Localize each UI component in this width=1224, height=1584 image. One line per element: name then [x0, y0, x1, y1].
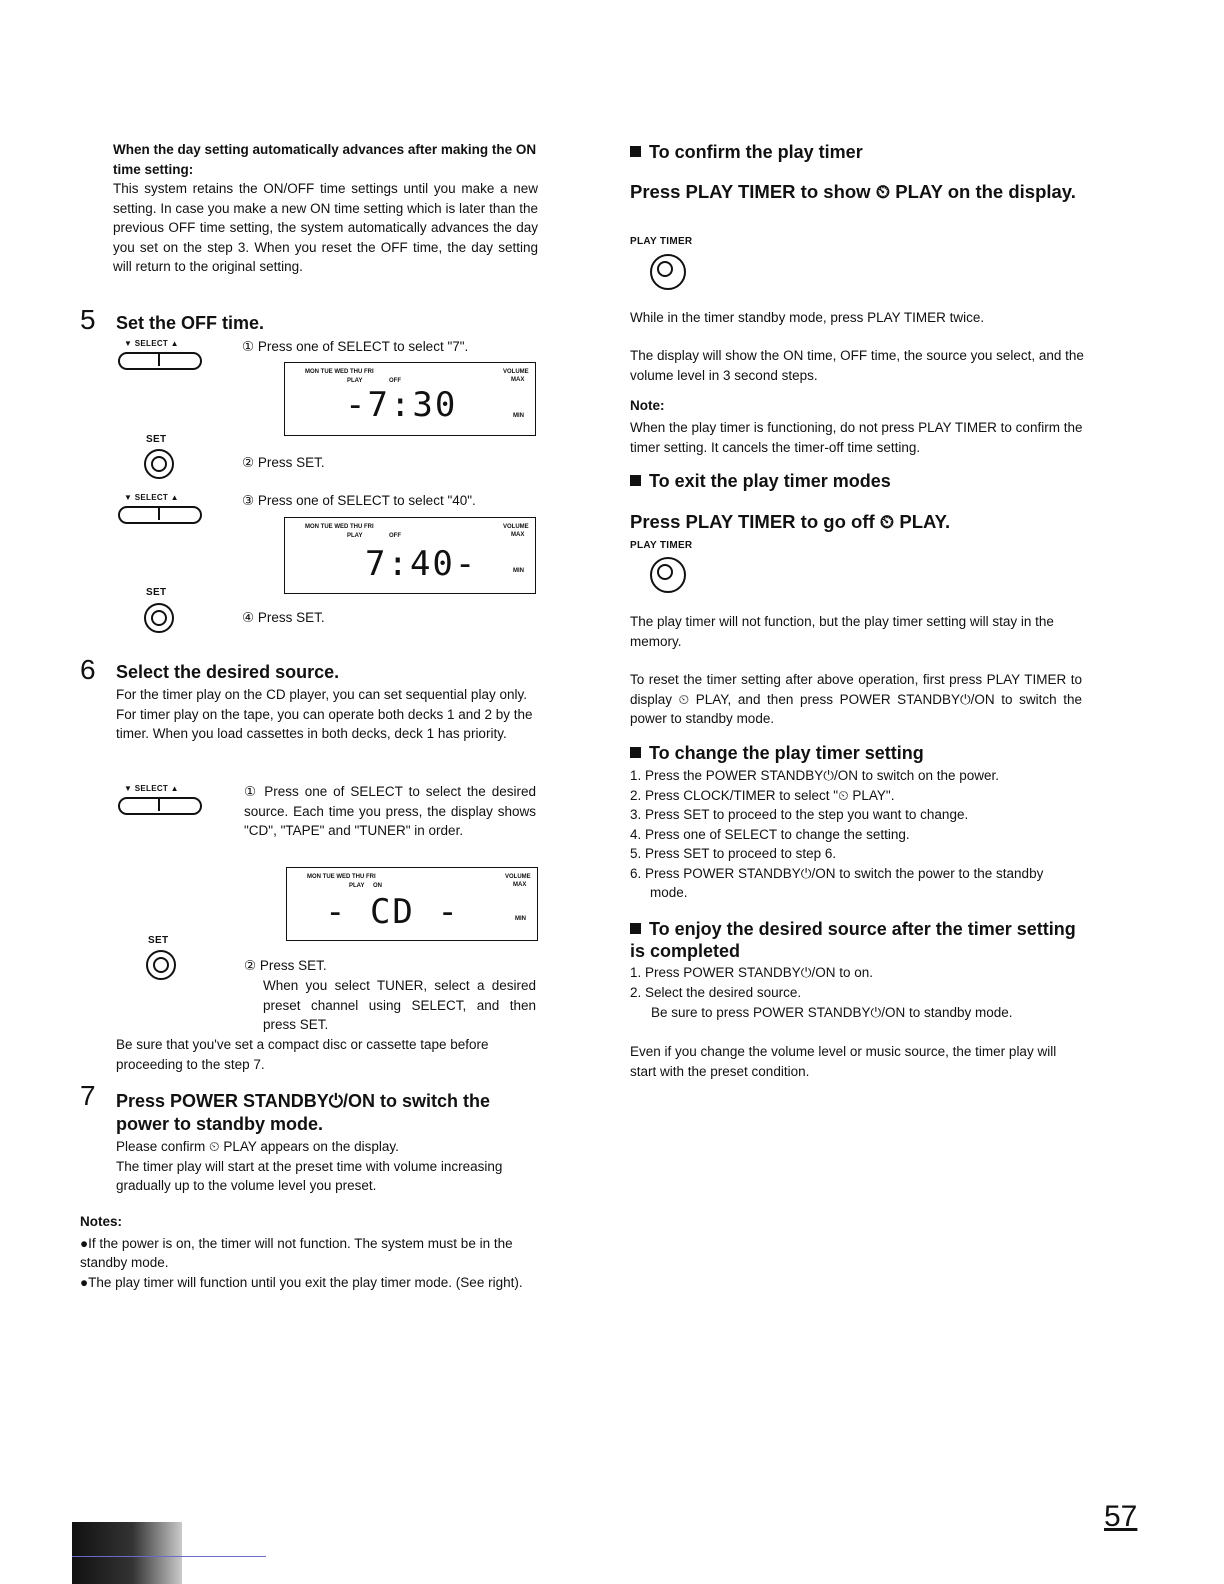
- select-button[interactable]: [118, 352, 202, 370]
- step-6-sub2: ② Press SET.: [244, 958, 327, 973]
- lcd-play: PLAY: [349, 883, 365, 889]
- select-label: ▼ SELECT ▲: [124, 339, 179, 348]
- step-6-p2: For timer play on the tape, you can operate both decks 1 and 2 by the timer. When you load cassettes in both decks, deck 1 has priority.: [116, 706, 533, 741]
- step-7-p2: The timer play will start at the preset time with volume increasing gradually up to the volume level you preset.: [116, 1158, 503, 1193]
- lcd-min: MIN: [513, 413, 524, 419]
- lcd-max: MAX: [513, 882, 527, 888]
- confirm-p2: The display will show the ON time, OFF time, the source you select, and the volume level in 3 second steps.: [630, 348, 1084, 383]
- corner-mark: [72, 1522, 182, 1584]
- select-label: ▼ SELECT ▲: [124, 784, 179, 793]
- notes-block: [80, 1212, 540, 1292]
- lcd-play: PLAY: [347, 378, 363, 384]
- select-button[interactable]: [118, 506, 202, 524]
- lcd-off: OFF: [389, 378, 401, 384]
- lcd-play: PLAY: [347, 533, 363, 539]
- list-item: 1. Press POWER STANDBY⏻/ON to on.: [630, 965, 873, 980]
- lcd-digits: -7:30: [345, 385, 458, 425]
- step-5-sub4: ④ Press SET.: [242, 610, 325, 625]
- confirm-heading: [630, 142, 863, 163]
- lcd-volume: VOLUME: [505, 874, 531, 880]
- lcd-volume: VOLUME: [503, 369, 529, 375]
- confirm-instruction: Press PLAY TIMER to show ⏲ PLAY on the display.: [630, 181, 1076, 202]
- set-label: SET: [148, 935, 169, 946]
- list-item: 2. Press CLOCK/TIMER to select "⏲ PLAY".: [630, 787, 895, 803]
- play-timer-button[interactable]: [650, 254, 686, 290]
- closing-text: Even if you change the volume level or music source, the timer play will start with the preset condition.: [630, 1044, 1057, 1079]
- exit-p1: The play timer will not function, but the play timer setting will stay in the memory.: [630, 614, 1054, 649]
- exit-instruction: Press PLAY TIMER to go off ⏲ PLAY.: [630, 511, 951, 532]
- bullet-square-icon: [630, 747, 641, 758]
- step-7-p1: Please confirm ⏲ PLAY appears on the display.: [116, 1139, 399, 1154]
- play-timer-label: PLAY TIMER: [630, 236, 693, 247]
- select-button[interactable]: [118, 797, 202, 815]
- step-5-number: 5: [80, 304, 96, 335]
- lcd-digits: 7:40-: [365, 544, 478, 584]
- change-steps-list: [630, 766, 1082, 903]
- bullet-square-icon: [630, 475, 641, 486]
- confirm-p1: While in the timer standby mode, press PLAY TIMER twice.: [630, 310, 985, 325]
- set-label: SET: [146, 434, 167, 445]
- lcd-days: MON TUE WED THU FRI: [305, 524, 374, 530]
- set-button[interactable]: [144, 603, 174, 633]
- intro-body: This system retains the ON/OFF time settings until you make a new setting. In case you make a new ON time setting which is later than the previous OFF time setting, the system automatically advances the day you set on the step 3. When you reset the OFF time, the day setting will return to the original setting.: [113, 181, 538, 274]
- step-5-title: Set the OFF time.: [116, 313, 265, 333]
- bullet-square-icon: [630, 923, 641, 934]
- lcd-on: ON: [373, 883, 382, 889]
- list-item: 2. Select the desired source.: [630, 984, 802, 1000]
- step-5-sub3: ③ Press one of SELECT to select "40".: [242, 493, 476, 508]
- set-button[interactable]: [144, 449, 174, 479]
- step-5-sub2: ② Press SET.: [242, 455, 325, 470]
- step-7-title: Press POWER STANDBY⏻/ON to switch the power to standby mode.: [116, 1091, 490, 1134]
- exit-heading-text: To exit the play timer modes: [649, 471, 891, 491]
- list-item: 6. Press POWER STANDBY⏻/ON to switch the power to the standby mode.: [630, 865, 1044, 900]
- lcd-display-source: [286, 867, 538, 941]
- note-heading: Note:: [630, 398, 665, 413]
- select-label: ▼ SELECT ▲: [124, 493, 179, 502]
- list-item: 1. Press the POWER STANDBY⏻/ON to switch on the power.: [630, 768, 1000, 783]
- step-6-sub2-detail: When you select TUNER, select a desired preset channel using SELECT, and then press SET.: [263, 978, 536, 1032]
- step-7-number: 7: [80, 1080, 96, 1111]
- lcd-days: MON TUE WED THU FRI: [305, 369, 374, 375]
- bullet-square-icon: [630, 146, 641, 157]
- lcd-off: OFF: [389, 533, 401, 539]
- lcd-max: MAX: [511, 377, 525, 383]
- note-item: ●If the power is on, the timer will not function. The system must be in the standby mode.: [80, 1235, 513, 1270]
- exit-p2: To reset the timer setting after above operation, first press PLAY TIMER to display ⏲ PLAY, and then press POWER STANDBY⏻/ON to switch the power to standby mode.: [630, 672, 1082, 726]
- bottom-rule: [72, 1556, 266, 1557]
- step-5-sub1: ① Press one of SELECT to select "7".: [242, 339, 469, 354]
- play-timer-button[interactable]: [650, 557, 686, 593]
- set-button[interactable]: [146, 950, 176, 980]
- notes-heading: Notes:: [80, 1214, 123, 1229]
- step-7-body: [116, 1137, 538, 1196]
- lcd-display-off-40: [284, 517, 536, 594]
- step-6-body: [116, 685, 536, 744]
- lcd-display-off-7: [284, 362, 536, 436]
- step-6-p1: For the timer play on the CD player, you can set sequential play only.: [116, 687, 527, 702]
- list-item: 4. Press one of SELECT to change the setting.: [630, 826, 910, 842]
- enjoy-steps-list: [630, 963, 1082, 1002]
- page-number: 57: [1104, 1500, 1138, 1533]
- confirm-heading-text: To confirm the play timer: [649, 142, 863, 162]
- note-item: ●The play timer will function until you exit the play timer mode. (See right).: [80, 1274, 523, 1290]
- lcd-min: MIN: [513, 568, 524, 574]
- intro-heading: When the day setting automatically advances after making the ON time setting:: [113, 142, 537, 177]
- enjoy-heading-text: To enjoy the desired source after the timer setting is completed: [630, 919, 1076, 961]
- note-body: When the play timer is functioning, do not press PLAY TIMER to confirm the timer setting. It cancels the timer-off time setting.: [630, 420, 1083, 455]
- exit-heading: [630, 471, 891, 492]
- lcd-min: MIN: [515, 916, 526, 922]
- step-6-sub1: ① Press one of SELECT to select the desired source. Each time you press, the display shows "CD", "TAPE" and "TUNER" in order.: [244, 784, 536, 838]
- lcd-volume: VOLUME: [503, 524, 529, 530]
- step-6-title: Select the desired source.: [116, 662, 340, 682]
- play-timer-label: PLAY TIMER: [630, 540, 693, 551]
- list-item: 3. Press SET to proceed to the step you want to change.: [630, 807, 969, 822]
- set-label: SET: [146, 587, 167, 598]
- list-item: 5. Press SET to proceed to step 6.: [630, 846, 837, 861]
- enjoy-heading: [630, 918, 1090, 962]
- enjoy-note: Be sure to press POWER STANDBY⏻/ON to standby mode.: [651, 1005, 1013, 1020]
- step-6-number: 6: [80, 654, 96, 685]
- change-heading: [630, 743, 924, 764]
- change-heading-text: To change the play timer setting: [649, 743, 924, 763]
- lcd-days: MON TUE WED THU FRI: [307, 874, 376, 880]
- lcd-max: MAX: [511, 532, 525, 538]
- step-6-note: Be sure that you've set a compact disc or cassette tape before proceeding to the step 7.: [116, 1037, 489, 1072]
- left-column: [113, 140, 538, 277]
- lcd-digits: - CD -: [325, 892, 460, 932]
